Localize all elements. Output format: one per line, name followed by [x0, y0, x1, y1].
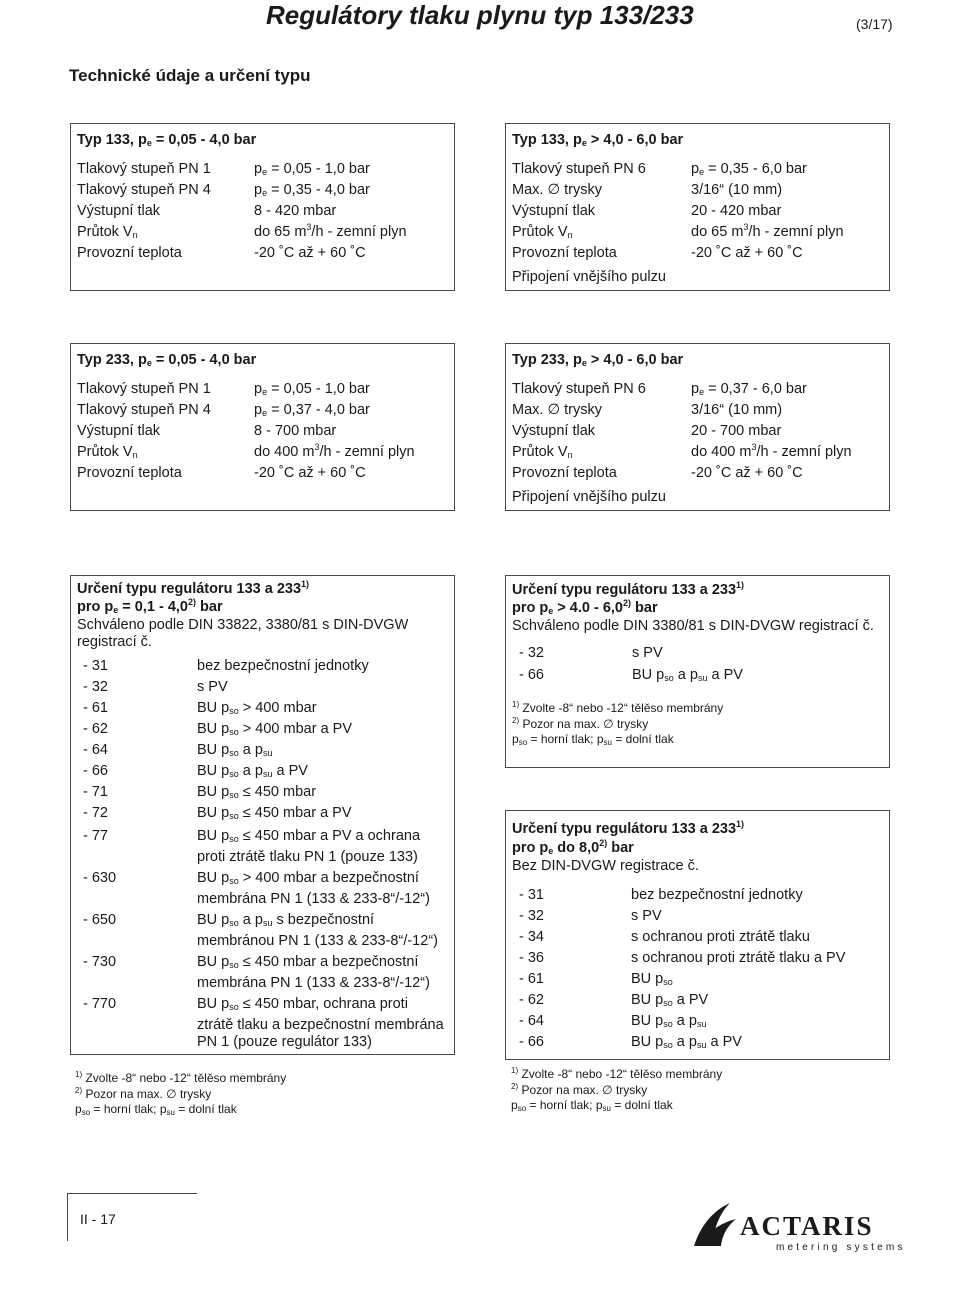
code-description-line: BU $p_{so} \le 450$ mbar	[197, 784, 317, 800]
type-code-description	[197, 954, 430, 992]
footnote-3: $p_{so}$ = horní tlak; $p_{su}$ = dolní tlak	[511, 1098, 673, 1113]
subscript: so	[663, 1040, 673, 1050]
type-code-description	[197, 721, 352, 742]
type-code-description	[631, 971, 673, 992]
type-code-description	[632, 645, 663, 663]
spec-label: Výstupní tlak	[77, 423, 161, 439]
type-code-box-right-bottom	[505, 810, 890, 1060]
type-code-description	[197, 658, 369, 676]
spec-box-133-high	[505, 123, 890, 291]
footnote-2: $^{2)}$ Pozor na max. ∅ trysky	[75, 1085, 212, 1101]
type-code: - 32	[83, 679, 108, 695]
code-description-line: BU $p_{so}$ a $p_{su}$	[631, 1013, 707, 1029]
subscript: so	[229, 918, 239, 928]
code-description-line: membrána PN 1 (133 & 233-8“/-12“)	[197, 974, 430, 991]
spec-value: $p_e = 0,37 - 4,0$ bar	[254, 402, 370, 418]
code-description-line: s ochranou proti ztrátě tlaku	[631, 929, 810, 945]
type-code: - 66	[519, 1034, 544, 1050]
type-code: - 730	[83, 954, 117, 970]
type-code-heading: Určení typu regulátoru 133 a 233$^{1)}$	[512, 819, 745, 837]
type-code-description	[631, 950, 845, 968]
subscript: n	[567, 450, 573, 460]
code-description-line: BU $p_{so} > 400$ mbar a bezpečnostní	[197, 870, 419, 886]
page-number: II - 17	[80, 1211, 116, 1227]
type-code: - 34	[519, 929, 544, 945]
spec-value: 8 - 420 mbar	[254, 203, 337, 219]
svg-text:metering systems: metering systems	[776, 1242, 902, 1253]
type-code-description	[632, 667, 743, 688]
type-code-pressure: pro $p_e > 4.0 - 6,0^{2)}$ bar	[512, 598, 658, 616]
superscript: 3	[743, 222, 749, 232]
spec-value: do 400 $m^3/h$ - zemní plyn	[254, 442, 415, 460]
footnotes-left	[75, 1071, 286, 1121]
type-code-description	[631, 1013, 706, 1034]
subscript: e	[262, 408, 268, 418]
code-description-line: BU $p_{so}$ a $p_{su}$ a PV	[197, 763, 308, 779]
type-code: - 77	[83, 828, 108, 844]
type-code: - 66	[83, 763, 108, 779]
spec-label: Tlakový stupeň PN 1	[77, 381, 211, 397]
type-code: - 32	[519, 645, 544, 661]
approval-text-cont: registrací č.	[77, 634, 152, 650]
type-code-description	[197, 912, 438, 950]
type-code-description	[631, 992, 708, 1013]
code-description-line: ztrátě tlaku a bezpečnostní membrána	[197, 1016, 444, 1033]
code-description-line: BU $p_{so} \le 450$ mbar, ochrana proti	[197, 996, 408, 1012]
spec-label: Výstupní tlak	[512, 203, 596, 219]
subscript: so	[229, 727, 239, 737]
spec-label: Provozní teplota	[512, 245, 617, 261]
code-description-line: membránou PN 1 (133 & 233-8“/-12“)	[197, 932, 438, 949]
type-code: - 31	[519, 887, 544, 903]
footnote-3: $p_{so}$ = horní tlak; $p_{su}$ = dolní tlak	[75, 1102, 237, 1117]
spec-label: Provozní teplota	[77, 245, 182, 261]
subscript: e	[262, 188, 268, 198]
type-code-box-right-top	[505, 575, 890, 768]
spec-label: Tlakový stupeň PN 4	[77, 402, 211, 418]
subscript: so	[229, 1002, 239, 1012]
actaris-logo	[692, 1197, 902, 1255]
spec-label: Max. ∅ trysky	[512, 182, 602, 198]
type-code-box-left	[70, 575, 455, 1055]
code-description-line: BU $p_{so}$ a PV	[631, 992, 709, 1008]
footnote-2: $^{2)}$ Pozor na max. ∅ trysky	[511, 1081, 648, 1097]
code-description-line: proti ztrátě tlaku PN 1 (pouze 133)	[197, 848, 418, 865]
footnote-3: $p_{so}$ = horní tlak; $p_{su}$ = dolní tlak	[512, 732, 674, 747]
spec-box-title: Typ 233, $p_e = 0,05 - 4,0$ bar	[77, 352, 257, 368]
spec-value: 8 - 700 mbar	[254, 423, 337, 439]
approval-text: Bez DIN-DVGW registrace č.	[512, 858, 699, 874]
type-code-description	[197, 784, 316, 805]
spec-value: do 400 $m^3/h$ - zemní plyn	[691, 442, 852, 460]
subscript: so	[229, 706, 239, 716]
approval-text: Schváleno podle DIN 3380/81 s DIN-DVGW registrací č.	[512, 618, 874, 634]
subscript: so	[663, 1019, 673, 1029]
footer-divider-vertical	[67, 1193, 68, 1241]
type-code: - 650	[83, 912, 117, 928]
type-code: - 71	[83, 784, 108, 800]
spec-value: do 65 $m^3/h$ - zemní plyn	[254, 222, 407, 240]
type-code: - 64	[83, 742, 108, 758]
spec-label: Průtok $V_n$	[512, 224, 573, 240]
footnotes-right	[511, 1067, 722, 1117]
spec-value: 20 - 700 mbar	[691, 423, 782, 439]
spec-value: -20 ˚C až + 60 ˚C	[254, 245, 366, 261]
type-code-heading: Určení typu regulátoru 133 a 233$^{1)}$	[512, 580, 745, 598]
subscript: e	[699, 387, 705, 397]
code-description-line: s ochranou proti ztrátě tlaku a PV	[631, 950, 846, 966]
subscript: so	[229, 748, 239, 758]
spec-label: Provozní teplota	[512, 465, 617, 481]
code-description-line: s PV	[631, 908, 662, 924]
code-description-line: membrána PN 1 (133 & 233-8“/-12“)	[197, 890, 430, 907]
spec-label: Průtok $V_n$	[77, 444, 138, 460]
type-code-pressure: pro $p_e$ do 8,0$^{2)}$ bar	[512, 838, 634, 856]
subscript: so	[229, 790, 239, 800]
subscript: so	[664, 673, 674, 683]
subscript: so	[229, 960, 239, 970]
spec-value: -20 ˚C až + 60 ˚C	[691, 465, 803, 481]
approval-text: Schváleno podle DIN 33822, 3380/81 s DIN-DVGW	[77, 617, 409, 633]
type-code: - 62	[519, 992, 544, 1008]
spec-value: -20 ˚C až + 60 ˚C	[254, 465, 366, 481]
spec-label: Průtok $V_n$	[512, 444, 573, 460]
subscript: e	[262, 167, 268, 177]
subscript: su	[696, 1019, 707, 1029]
footer-divider-horizontal	[67, 1193, 197, 1194]
external-pulse-label: Připojení vnějšího pulzu	[512, 489, 666, 505]
code-description-line: BU $p_{so} \le 450$ mbar a PV a ochrana	[197, 828, 421, 844]
subscript: su	[262, 769, 273, 779]
type-code: - 770	[83, 996, 117, 1012]
spec-value: $p_e = 0,05 - 1,0$ bar	[254, 161, 370, 177]
type-code: - 72	[83, 805, 108, 821]
footnotes-right-top	[512, 701, 723, 751]
spec-value: $p_e = 0,37 - 6,0$ bar	[691, 381, 807, 397]
code-description-line: s PV	[197, 679, 228, 695]
type-code: - 66	[519, 667, 544, 683]
subscript: n	[132, 230, 138, 240]
subscript: su	[262, 748, 273, 758]
subscript: so	[663, 977, 673, 987]
subscript: su	[697, 673, 708, 683]
subscript: so	[229, 811, 239, 821]
footnote-1: $^{1)}$ Zvolte -8“ nebo -12“ tělěso membrány	[512, 700, 724, 715]
spec-value: $p_e = 0,35 - 4,0$ bar	[254, 182, 370, 198]
spec-label: Max. ∅ trysky	[512, 402, 602, 418]
spec-label: Tlakový stupeň PN 1	[77, 161, 211, 177]
type-code-description	[197, 870, 430, 908]
spec-value: $p_e = 0,35 - 6,0$ bar	[691, 161, 807, 177]
spec-label: Tlakový stupeň PN 6	[512, 381, 646, 397]
code-description-line: BU $p_{so} > 400$ mbar	[197, 700, 317, 716]
type-code-description	[631, 1034, 742, 1055]
spec-box-233-high	[505, 343, 890, 511]
subscript: so	[229, 834, 239, 844]
subscript: so	[663, 998, 673, 1008]
external-pulse-label: Připojení vnějšího pulzu	[512, 269, 666, 285]
code-description-line: BU $p_{so} \le 450$ mbar a PV	[197, 805, 352, 821]
section-title: Technické údaje a určení typu	[69, 66, 311, 85]
spec-value: 3/16“ (10 mm)	[691, 182, 783, 198]
subscript: n	[132, 450, 138, 460]
type-code-description	[197, 763, 308, 784]
spec-label: Tlakový stupeň PN 6	[512, 161, 646, 177]
spec-box-title: Typ 133, $p_e = 0,05 - 4,0$ bar	[77, 132, 257, 148]
type-code: - 32	[519, 908, 544, 924]
type-code: - 36	[519, 950, 544, 966]
spec-value: do 65 $m^3/h$ - zemní plyn	[691, 222, 844, 240]
spec-box-133-low	[70, 123, 455, 291]
type-code-description	[631, 887, 803, 905]
code-description-line: BU $p_{so}$	[631, 971, 673, 987]
code-description-line: BU $p_{so}$ a $p_{su}$ a PV	[632, 667, 743, 683]
type-code: - 31	[83, 658, 108, 674]
type-code-heading: Určení typu regulátoru 133 a 233$^{1)}$	[77, 579, 310, 597]
footnote-1: $^{1)}$ Zvolte -8“ nebo -12“ tělěso membrány	[75, 1070, 287, 1085]
type-code-description	[197, 679, 228, 697]
code-description-line: PN 1 (pouze regulátor 133)	[197, 1034, 372, 1050]
type-code: - 64	[519, 1013, 544, 1029]
type-code: - 61	[83, 700, 108, 716]
footnote-2: $^{2)}$ Pozor na max. ∅ trysky	[512, 715, 649, 731]
code-description-line: BU $p_{so} \le 450$ mbar a bezpečnostní	[197, 954, 419, 970]
code-description-line: s PV	[632, 645, 663, 661]
superscript: 3	[314, 442, 320, 452]
superscript: 3	[306, 222, 312, 232]
spec-label: Průtok $V_n$	[77, 224, 138, 240]
spec-label: Výstupní tlak	[77, 203, 161, 219]
code-description-line: BU $p_{so}$ a $p_{su}$	[197, 742, 273, 758]
subscript: su	[696, 1040, 707, 1050]
type-code-description	[197, 742, 272, 763]
type-code-description	[197, 805, 352, 826]
spec-value: $p_e = 0,05 - 1,0$ bar	[254, 381, 370, 397]
code-description-line: bez bezpečnostní jednotky	[631, 887, 803, 903]
subscript: so	[229, 769, 239, 779]
type-code-pressure: pro $p_e = 0,1 - 4,0^{2)}$ bar	[77, 597, 223, 615]
code-description-line: bez bezpečnostní jednotky	[197, 658, 369, 674]
subscript: so	[229, 876, 239, 886]
spec-label: Tlakový stupeň PN 4	[77, 182, 211, 198]
type-code-description	[631, 929, 810, 947]
footnote-1: $^{1)}$ Zvolte -8“ nebo -12“ tělěso membrány	[511, 1066, 723, 1081]
spec-box-title: Typ 133, $p_e > 4,0 - 6,0$ bar	[512, 132, 684, 148]
type-code: - 62	[83, 721, 108, 737]
spec-label: Výstupní tlak	[512, 423, 596, 439]
type-code-description	[197, 996, 444, 1052]
page-indicator: (3/17)	[856, 16, 893, 32]
svg-text:ACTARIS: ACTARIS	[740, 1211, 874, 1241]
code-description-line: BU $p_{so} > 400$ mbar a PV	[197, 721, 353, 737]
subscript: n	[567, 230, 573, 240]
type-code-description	[631, 908, 662, 926]
spec-label: Provozní teplota	[77, 465, 182, 481]
type-code: - 61	[519, 971, 544, 987]
spec-box-title: Typ 233, $p_e > 4,0 - 6,0$ bar	[512, 352, 684, 368]
code-description-line: BU $p_{so}$ a $p_{su}$ s bezpečnostní	[197, 912, 375, 928]
page-title: Regulátory tlaku plynu typ 133/233	[266, 0, 694, 30]
code-description-line: BU $p_{so}$ a $p_{su}$ a PV	[631, 1034, 742, 1050]
subscript: e	[262, 387, 268, 397]
actaris-logo-mark	[692, 1197, 902, 1255]
spec-value: 20 - 420 mbar	[691, 203, 782, 219]
spec-value: -20 ˚C až + 60 ˚C	[691, 245, 803, 261]
type-code-description	[197, 828, 420, 866]
subscript: e	[699, 167, 705, 177]
type-code-description	[197, 700, 317, 721]
subscript: su	[262, 918, 273, 928]
type-code: - 630	[83, 870, 117, 886]
spec-box-233-low	[70, 343, 455, 511]
superscript: 3	[751, 442, 757, 452]
spec-value: 3/16“ (10 mm)	[691, 402, 783, 418]
